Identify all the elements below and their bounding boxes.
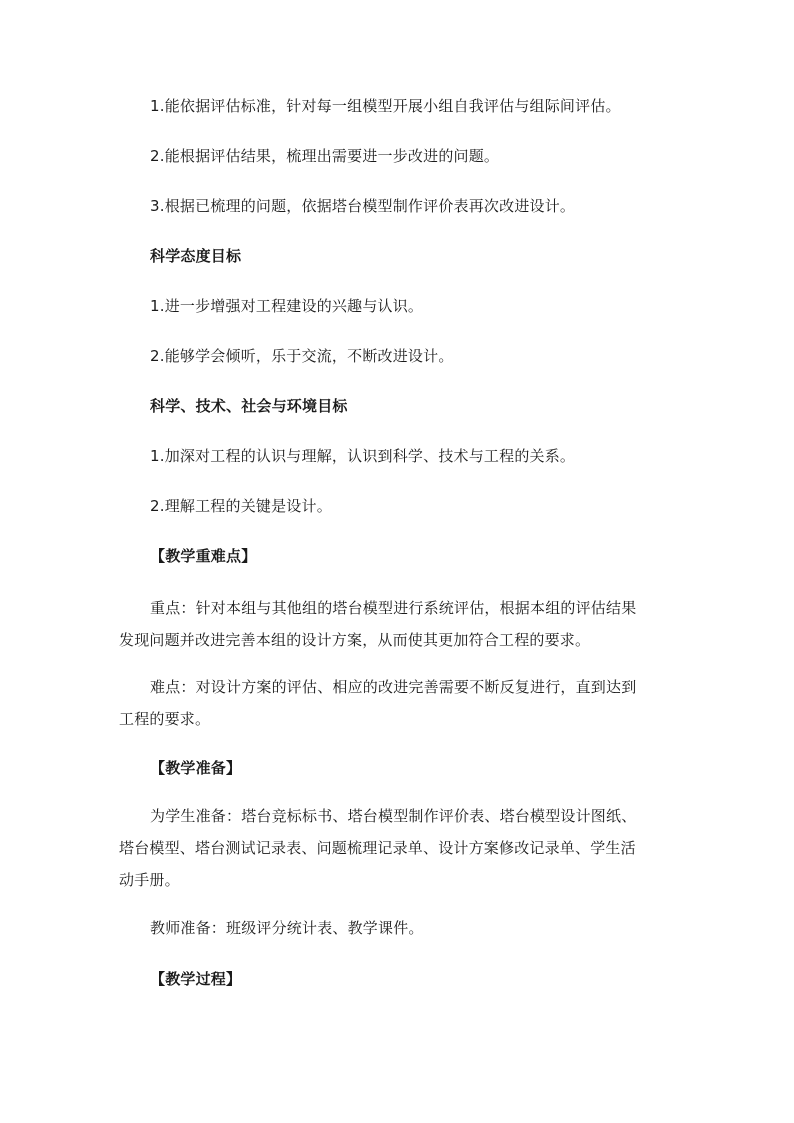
student-prep-line-3: 动手册。 xyxy=(119,871,180,889)
process-goal-3: 3.根据已梳理的问题，依据塔台模型制作评价表再次改进设计。 xyxy=(150,197,576,215)
student-prep-paragraph xyxy=(119,800,679,896)
process-heading: 【教学过程】 xyxy=(150,970,242,988)
difficulty-line-1: 难点：对设计方案的评估、相应的改进完善需要不断反复进行，直到达到 xyxy=(150,678,637,696)
stse-goal-1: 1.加深对工程的认识与理解，认识到科学、技术与工程的关系。 xyxy=(150,447,576,465)
attitude-goal-2: 2.能够学会倾听，乐于交流，不断改进设计。 xyxy=(150,347,454,365)
process-goal-1: 1.能依据评估标准，针对每一组模型开展小组自我评估与组际间评估。 xyxy=(150,97,621,115)
focus-line-1: 重点：针对本组与其他组的塔台模型进行系统评估，根据本组的评估结果 xyxy=(150,599,637,617)
stse-goal-2: 2.理解工程的关键是设计。 xyxy=(150,497,332,515)
key-points-heading: 【教学重难点】 xyxy=(150,547,257,565)
difficulty-line-2: 工程的要求。 xyxy=(119,710,211,728)
attitude-goal-1: 1.进一步增强对工程建设的兴趣与认识。 xyxy=(150,297,424,315)
focus-line-2: 发现问题并改进完善本组的设计方案，从而使其更加符合工程的要求。 xyxy=(119,631,591,649)
stse-heading: 科学、技术、社会与环境目标 xyxy=(150,397,348,415)
attitude-heading: 科学态度目标 xyxy=(150,247,242,265)
preparation-heading: 【教学准备】 xyxy=(150,759,242,777)
student-prep-line-1: 为学生准备：塔台竞标标书、塔台模型制作评价表、塔台模型设计图纸、 xyxy=(150,807,637,825)
teacher-prep: 教师准备：班级评分统计表、教学课件。 xyxy=(150,919,424,937)
difficulty-paragraph xyxy=(119,671,679,735)
process-goal-2: 2.能根据评估结果，梳理出需要进一步改进的问题。 xyxy=(150,147,500,165)
student-prep-line-2: 塔台模型、塔台测试记录表、问题梳理记录单、设计方案修改记录单、学生活 xyxy=(119,839,636,857)
focus-paragraph xyxy=(119,592,679,656)
